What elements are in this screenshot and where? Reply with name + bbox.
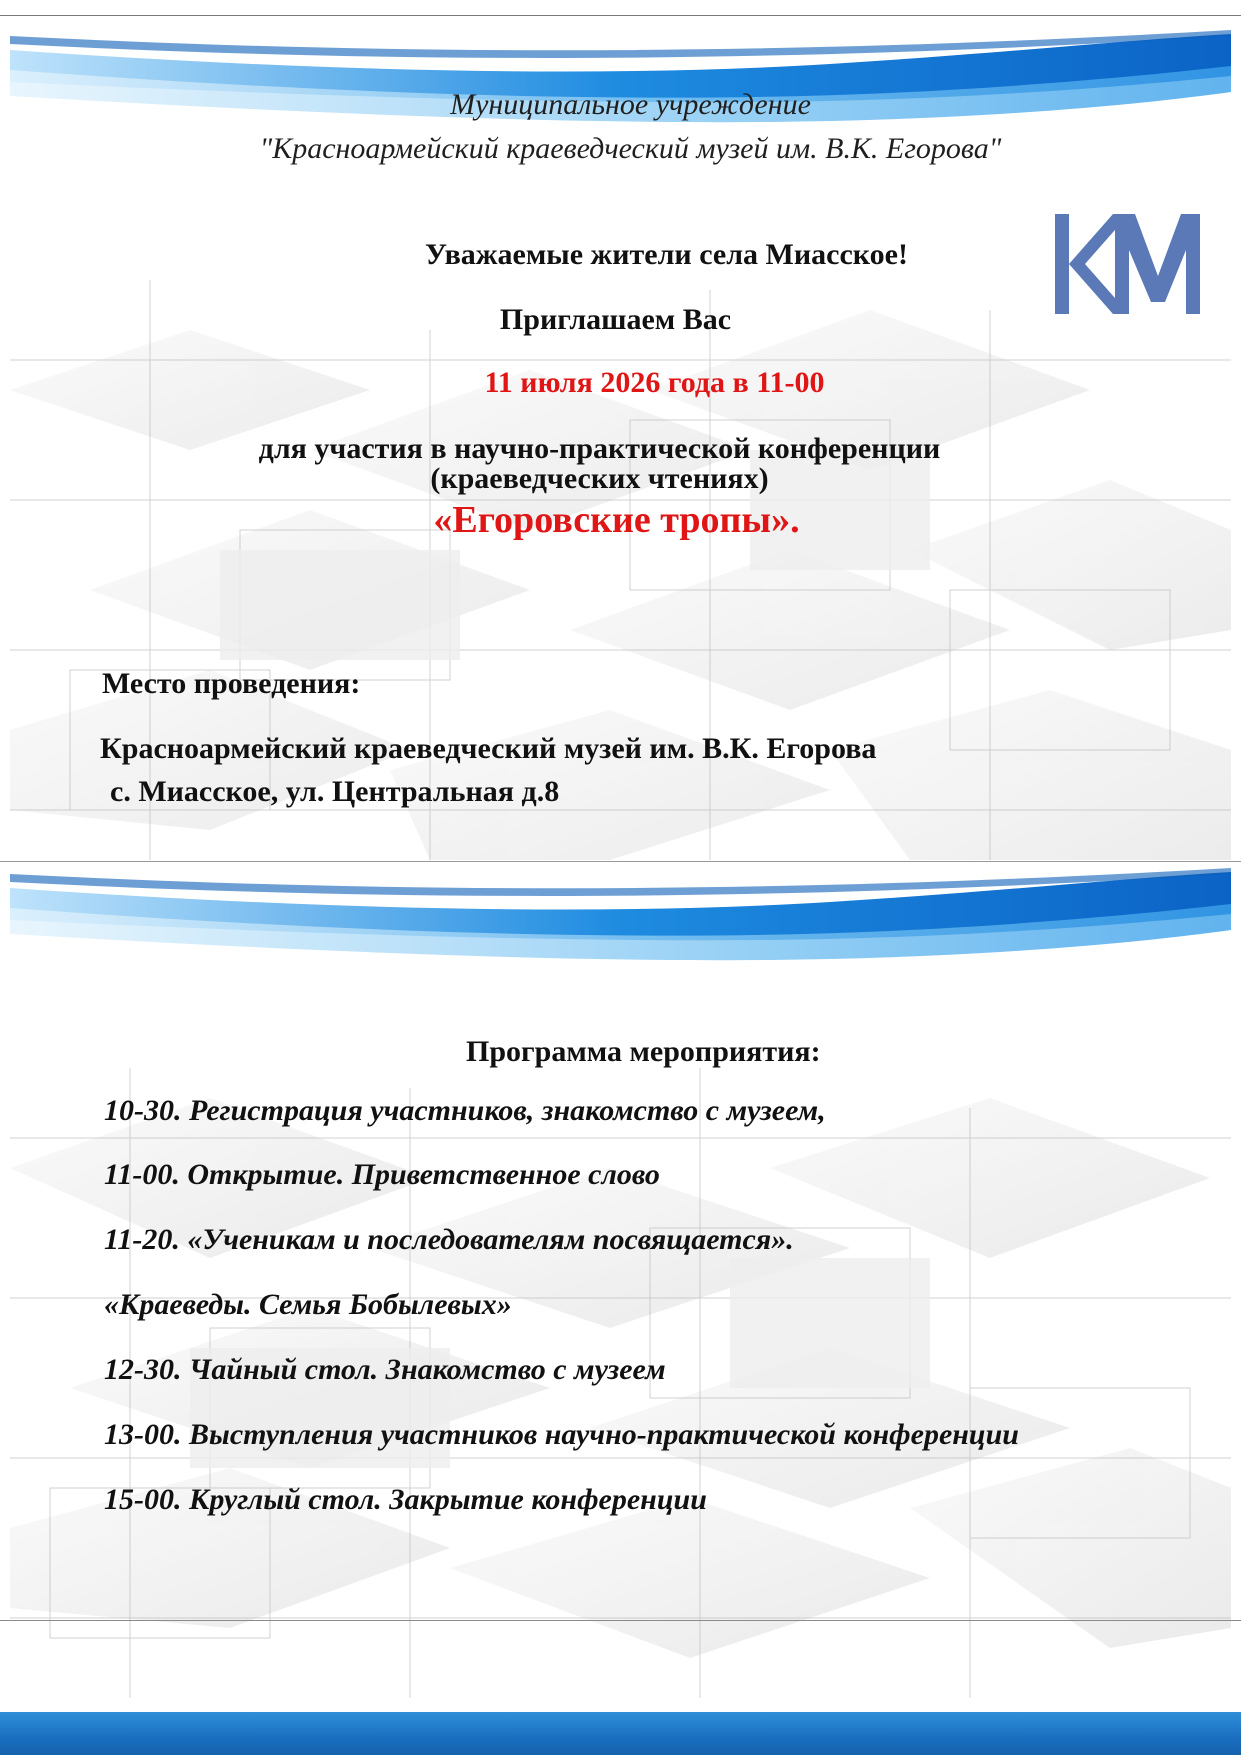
blue-wave-banner [10, 868, 1231, 998]
event-date: 11 июля 2026 года в 11-00 [484, 366, 825, 399]
event-name: «Егоровские тропы». [433, 499, 800, 541]
program-item: 11-00. Открытие. Приветственное слово [104, 1158, 660, 1191]
program-item: 11-20. «Ученикам и последователям посвящается». [104, 1223, 794, 1256]
invite-line: Приглашаем Вас [499, 303, 732, 336]
program-item: «Краеведы. Семья Бобылевых» [104, 1288, 512, 1321]
purpose-line-2: (краеведческих чтениях) [430, 462, 769, 495]
blue-bottom-band [0, 1712, 1241, 1755]
venue-label: Место проведения: [102, 667, 361, 700]
venue-name: Красноармейский краеведческий музей им. В.К. Егорова [100, 732, 877, 765]
program-item: 12-30. Чайный стол. Знакомство с музеем [104, 1353, 666, 1386]
greeting: Уважаемые жители села Миасское! [425, 238, 908, 271]
program-item: 10-30. Регистрация участников, знакомство с музеем, [104, 1094, 826, 1127]
program-slide [10, 868, 1231, 1698]
program-item: 15-00. Круглый стол. Закрытие конференции [104, 1483, 707, 1516]
top-page-rule [0, 15, 1241, 16]
venue-address: с. Миасское, ул. Центральная д.8 [110, 775, 560, 808]
header-museum-name: "Красноармейский краеведческий музей им. В.К. Егорова" [259, 132, 1002, 165]
program-item: 13-00. Выступления участников научно-практической конференции [104, 1418, 1019, 1451]
header-organization-type: Муниципальное учреждение [450, 88, 811, 121]
invitation-slide [10, 30, 1231, 860]
program-title: Программа мероприятия: [466, 1035, 821, 1068]
bottom-rule [0, 1620, 1241, 1621]
slide-divider [0, 861, 1241, 862]
purpose-line-1: для участия в научно-практической конференции [258, 432, 941, 465]
